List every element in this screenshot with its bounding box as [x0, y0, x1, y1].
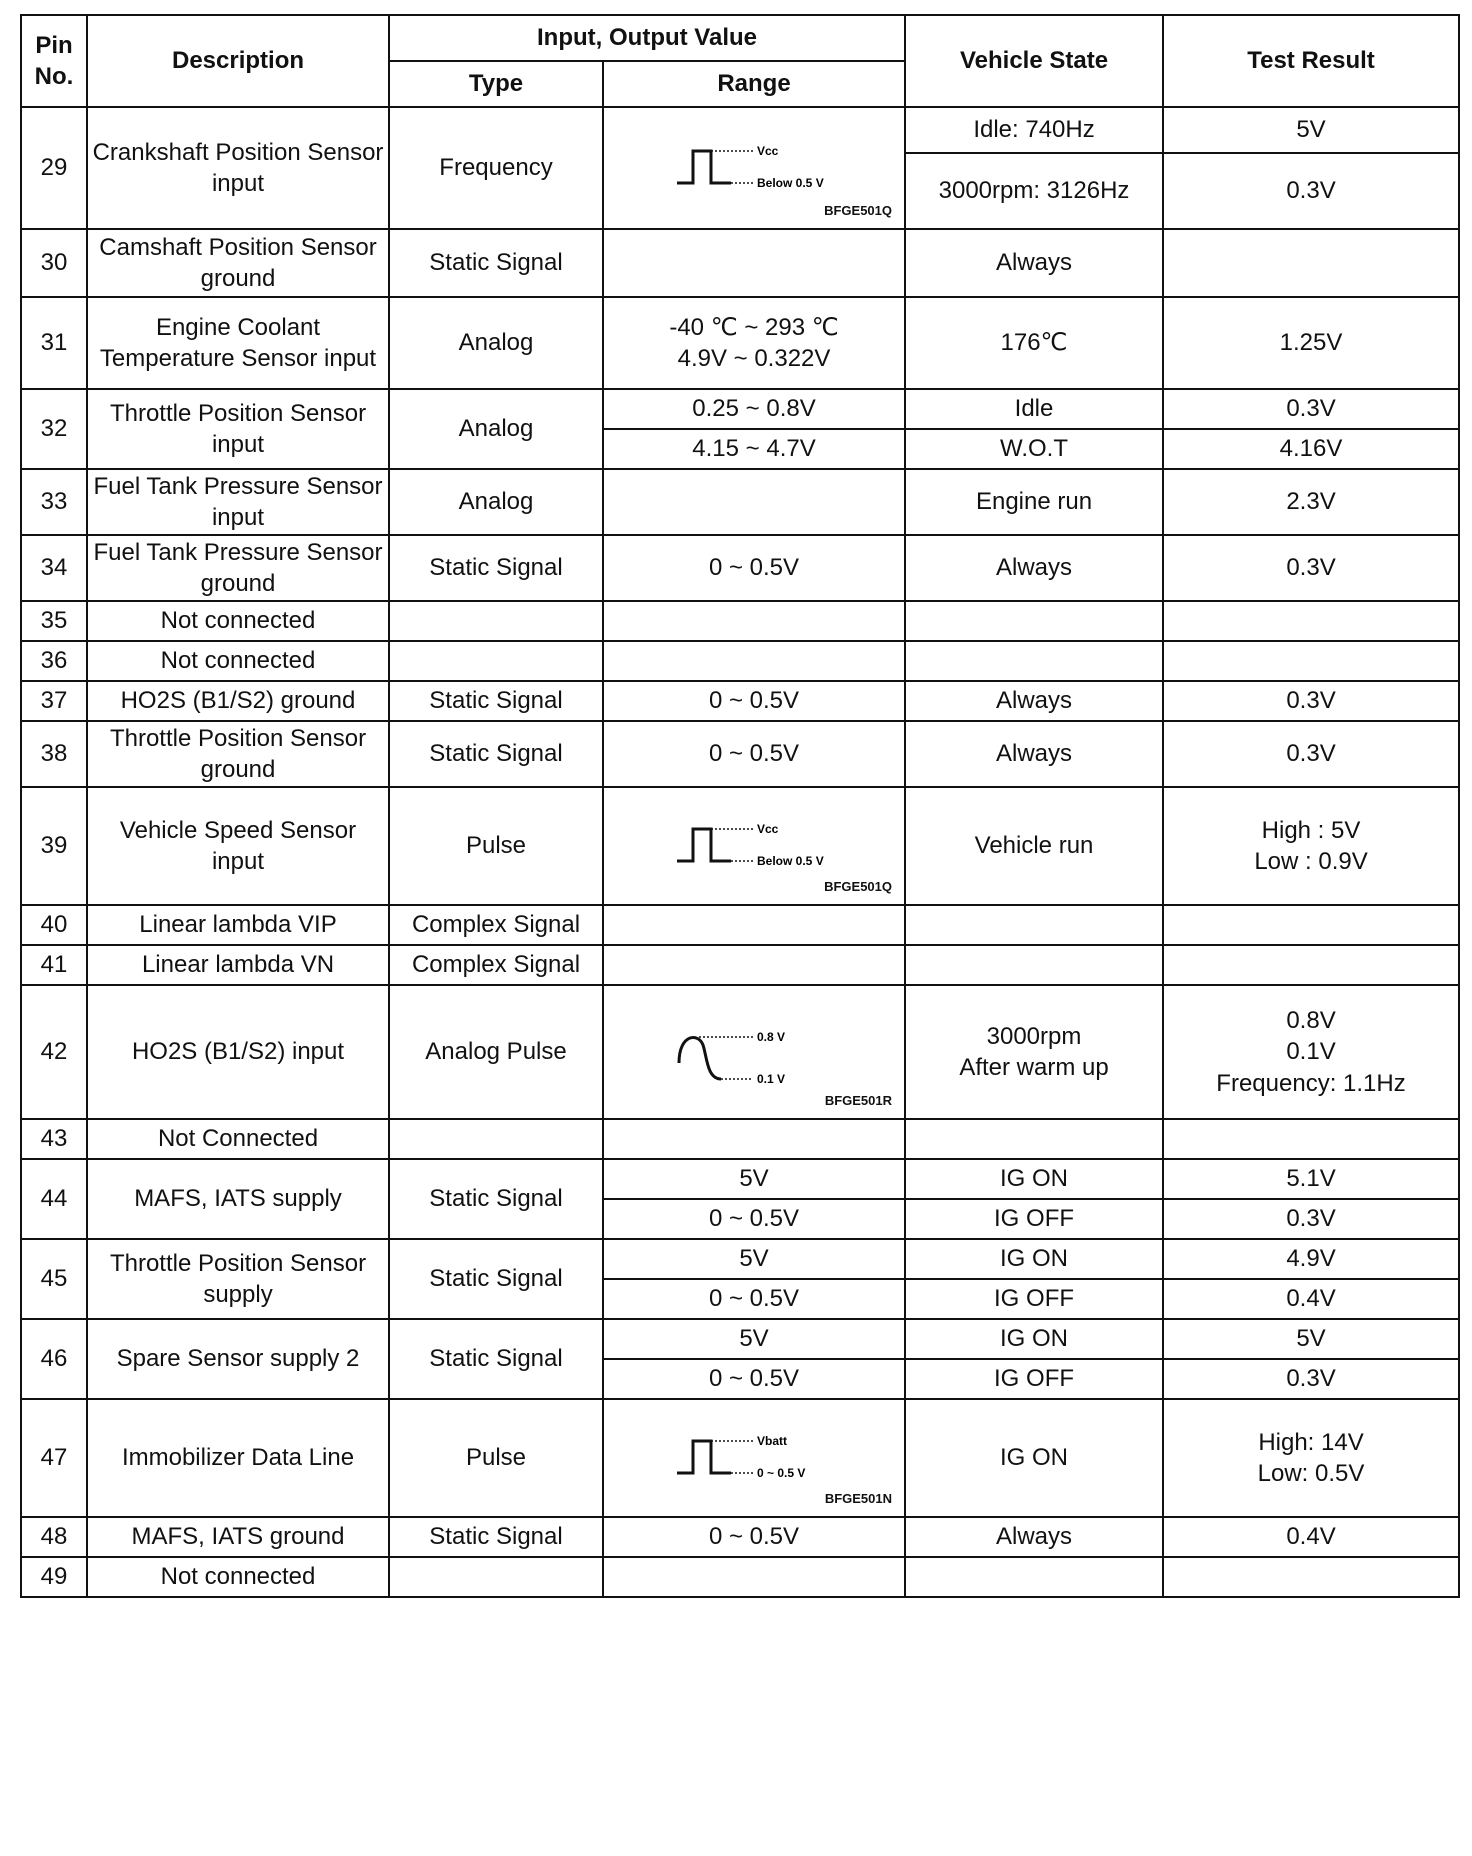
pin-number: 33: [21, 469, 87, 535]
test-result-line: 0.1V: [1286, 1038, 1336, 1066]
vehicle-state: [905, 1119, 1163, 1159]
pin-number: 45: [21, 1239, 87, 1319]
table-row: [21, 787, 1459, 905]
test-result-line: High: 14V: [1258, 1428, 1364, 1456]
waveform-high-label: Vcc: [757, 144, 779, 158]
signal-type: [389, 1119, 603, 1159]
signal-type: [389, 641, 603, 681]
signal-range: 0.25 ~ 0.8V: [603, 389, 905, 429]
square-waveform-icon: [669, 143, 839, 199]
header-test-result: Test Result: [1163, 15, 1459, 107]
waveform-trace: [677, 151, 731, 183]
vehicle-state: [905, 641, 1163, 681]
table-row: [21, 469, 1459, 535]
test-result: [1163, 1399, 1459, 1517]
pin-number: 44: [21, 1159, 87, 1239]
pin-description: Throttle Position Sensor ground: [87, 721, 389, 787]
signal-range: 0 ~ 0.5V: [603, 681, 905, 721]
table-row: [21, 1239, 1459, 1279]
vehicle-state: [905, 905, 1163, 945]
test-result: 0.3V: [1163, 1359, 1459, 1399]
vehicle-state: Always: [905, 229, 1163, 297]
sine-waveform-icon: [669, 1027, 839, 1083]
vehicle-state: Idle: [905, 389, 1163, 429]
pin-description: HO2S (B1/S2) ground: [87, 681, 389, 721]
signal-type: [389, 1557, 603, 1597]
range-waveform-cell: [603, 1399, 905, 1517]
table-row: [21, 905, 1459, 945]
signal-type: Analog: [389, 469, 603, 535]
signal-range: 5V: [603, 1159, 905, 1199]
signal-range: 0 ~ 0.5V: [603, 1359, 905, 1399]
figure-code: BFGE501Q: [824, 879, 893, 895]
signal-range: 0 ~ 0.5V: [603, 1199, 905, 1239]
vehicle-state: [905, 945, 1163, 985]
vehicle-state: Always: [905, 535, 1163, 601]
pin-description: Linear lambda VN: [87, 945, 389, 985]
table-row: [21, 1159, 1459, 1199]
test-result-line: Frequency: 1.1Hz: [1216, 1069, 1406, 1097]
vehicle-state: IG ON: [905, 1159, 1163, 1199]
table-row: [21, 229, 1459, 297]
vehicle-state: IG ON: [905, 1399, 1163, 1517]
signal-range: [603, 905, 905, 945]
pin-description: Not connected: [87, 641, 389, 681]
table-body: [21, 107, 1459, 1597]
header-pin-no: Pin No.: [21, 15, 87, 107]
waveform-trace: [679, 1038, 721, 1079]
pin-description: Not connected: [87, 1557, 389, 1597]
test-result: 1.25V: [1163, 297, 1459, 389]
pin-number: 48: [21, 1517, 87, 1557]
pin-description: Camshaft Position Sensor ground: [87, 229, 389, 297]
signal-range: 0 ~ 0.5V: [603, 1279, 905, 1319]
test-result: [1163, 787, 1459, 905]
pin-description: MAFS, IATS ground: [87, 1517, 389, 1557]
table-row: [21, 1319, 1459, 1359]
pin-number: 42: [21, 985, 87, 1119]
pin-number: 32: [21, 389, 87, 469]
table-row: [21, 297, 1459, 389]
pin-table: [20, 14, 1460, 1598]
signal-type: Pulse: [389, 1399, 603, 1517]
pin-description: Engine Coolant Temperature Sensor input: [87, 297, 389, 389]
signal-type: Complex Signal: [389, 905, 603, 945]
pin-number: 30: [21, 229, 87, 297]
header-io-value: Input, Output Value: [389, 15, 905, 61]
test-result: [1163, 641, 1459, 681]
test-result: 0.4V: [1163, 1279, 1459, 1319]
pin-description: Crankshaft Position Sensor input: [87, 107, 389, 229]
signal-type: Static Signal: [389, 535, 603, 601]
pin-number: 34: [21, 535, 87, 601]
test-result: 0.3V: [1163, 535, 1459, 601]
pin-number: 29: [21, 107, 87, 229]
pin-number: 46: [21, 1319, 87, 1399]
test-result: 5V: [1163, 1319, 1459, 1359]
header-type: Type: [389, 61, 603, 107]
test-result-line: Low: 0.5V: [1257, 1460, 1365, 1487]
signal-type: Analog Pulse: [389, 985, 603, 1119]
test-result: 0.3V: [1163, 389, 1459, 429]
vehicle-state-line: After warm up: [959, 1054, 1109, 1081]
range-waveform-cell: [603, 985, 905, 1119]
table-row: [21, 1517, 1459, 1557]
figure-code: BFGE501Q: [824, 203, 893, 219]
pin-description: Spare Sensor supply 2: [87, 1319, 389, 1399]
header-description: Description: [87, 15, 389, 107]
signal-range: 0 ~ 0.5V: [603, 1517, 905, 1557]
pin-description: Fuel Tank Pressure Sensor input: [87, 469, 389, 535]
signal-type: Frequency: [389, 107, 603, 229]
signal-type: Analog: [389, 297, 603, 389]
vehicle-state: W.O.T: [905, 429, 1163, 469]
signal-type: Static Signal: [389, 229, 603, 297]
vehicle-state: [905, 601, 1163, 641]
waveform-high-label: Vbatt: [757, 1434, 787, 1448]
table-row: [21, 641, 1459, 681]
table-row: [21, 1399, 1459, 1517]
signal-range: [603, 641, 905, 681]
table-row: [21, 535, 1459, 601]
waveform-high-label: 0.8 V: [757, 1030, 786, 1044]
signal-range: 0 ~ 0.5V: [603, 535, 905, 601]
signal-type: Analog: [389, 389, 603, 469]
vehicle-state: Always: [905, 681, 1163, 721]
vehicle-state: Idle: 740Hz: [905, 107, 1163, 153]
test-result: 5V: [1163, 107, 1459, 153]
vehicle-state-line: 3000rpm: [986, 1022, 1082, 1050]
test-result: 2.3V: [1163, 469, 1459, 535]
pin-number: 35: [21, 601, 87, 641]
test-result: [1163, 601, 1459, 641]
pin-description: HO2S (B1/S2) input: [87, 985, 389, 1119]
test-result: 0.4V: [1163, 1517, 1459, 1557]
pin-description: Not connected: [87, 601, 389, 641]
signal-type: Pulse: [389, 787, 603, 905]
test-result: [1163, 905, 1459, 945]
table-row: [21, 107, 1459, 153]
pin-description: Vehicle Speed Sensor input: [87, 787, 389, 905]
pin-number: 43: [21, 1119, 87, 1159]
vehicle-state: Engine run: [905, 469, 1163, 535]
waveform-high-label: Vcc: [757, 822, 779, 836]
signal-type: Static Signal: [389, 1319, 603, 1399]
test-result: 0.3V: [1163, 721, 1459, 787]
pin-description: MAFS, IATS supply: [87, 1159, 389, 1239]
test-result: [1163, 1557, 1459, 1597]
signal-type: Static Signal: [389, 1159, 603, 1239]
vehicle-state: Always: [905, 721, 1163, 787]
square-waveform-icon: [669, 821, 839, 877]
test-result: 0.3V: [1163, 681, 1459, 721]
waveform-trace: [677, 829, 731, 861]
test-result-line: High : 5V: [1261, 816, 1361, 844]
vehicle-state: [905, 1557, 1163, 1597]
signal-range: [603, 945, 905, 985]
signal-range-line: -40 ℃ ~ 293 ℃: [669, 313, 839, 341]
test-result: [1163, 945, 1459, 985]
pin-number: 40: [21, 905, 87, 945]
signal-range: [603, 297, 905, 389]
pin-number: 36: [21, 641, 87, 681]
range-waveform-cell: [603, 107, 905, 229]
vehicle-state: IG ON: [905, 1239, 1163, 1279]
waveform-low-label: 0 ~ 0.5 V: [757, 1466, 806, 1480]
signal-type: Static Signal: [389, 681, 603, 721]
pin-description: Fuel Tank Pressure Sensor ground: [87, 535, 389, 601]
figure-code: BFGE501R: [824, 1093, 893, 1109]
pin-description: Linear lambda VIP: [87, 905, 389, 945]
pin-number: 37: [21, 681, 87, 721]
pin-number: 49: [21, 1557, 87, 1597]
test-result: 4.16V: [1163, 429, 1459, 469]
square-waveform-icon: [669, 1433, 839, 1489]
pin-number: 47: [21, 1399, 87, 1517]
signal-type: [389, 601, 603, 641]
test-result: [1163, 985, 1459, 1119]
signal-range: 4.15 ~ 4.7V: [603, 429, 905, 469]
waveform-low-label: Below 0.5 V: [757, 176, 824, 190]
pin-description: Immobilizer Data Line: [87, 1399, 389, 1517]
vehicle-state: Always: [905, 1517, 1163, 1557]
pin-number: 38: [21, 721, 87, 787]
test-result: [1163, 1119, 1459, 1159]
signal-range: [603, 469, 905, 535]
header-range: Range: [603, 61, 905, 107]
table-row: [21, 389, 1459, 429]
signal-range: 5V: [603, 1239, 905, 1279]
signal-range-line: 4.9V ~ 0.322V: [677, 345, 831, 372]
signal-range: [603, 601, 905, 641]
signal-type: Static Signal: [389, 1239, 603, 1319]
table-row: [21, 1119, 1459, 1159]
range-waveform-cell: [603, 787, 905, 905]
signal-type: Static Signal: [389, 721, 603, 787]
pin-number: 41: [21, 945, 87, 985]
pin-description: Throttle Position Sensor input: [87, 389, 389, 469]
vehicle-state: IG ON: [905, 1319, 1163, 1359]
waveform-trace: [677, 1441, 731, 1473]
test-result: 4.9V: [1163, 1239, 1459, 1279]
waveform-low-label: 0.1 V: [757, 1072, 786, 1083]
signal-range: 5V: [603, 1319, 905, 1359]
vehicle-state: IG OFF: [905, 1279, 1163, 1319]
table-row: [21, 985, 1459, 1119]
pin-number: 31: [21, 297, 87, 389]
test-result: 0.3V: [1163, 1199, 1459, 1239]
vehicle-state: 3000rpm: 3126Hz: [905, 153, 1163, 229]
vehicle-state: Vehicle run: [905, 787, 1163, 905]
header-vehicle-state: Vehicle State: [905, 15, 1163, 107]
pin-description: Throttle Position Sensor supply: [87, 1239, 389, 1319]
vehicle-state: 176℃: [905, 297, 1163, 389]
pin-number: 39: [21, 787, 87, 905]
vehicle-state: IG OFF: [905, 1199, 1163, 1239]
signal-range: [603, 229, 905, 297]
figure-code: BFGE501N: [824, 1491, 893, 1507]
test-result-line: Low : 0.9V: [1254, 848, 1368, 875]
table-row: [21, 681, 1459, 721]
waveform-low-label: Below 0.5 V: [757, 854, 824, 868]
test-result: [1163, 229, 1459, 297]
pin-description: Not Connected: [87, 1119, 389, 1159]
vehicle-state: [905, 985, 1163, 1119]
table-row: [21, 945, 1459, 985]
test-result-line: 0.8V: [1286, 1007, 1336, 1035]
test-result: 0.3V: [1163, 153, 1459, 229]
table-row: [21, 1557, 1459, 1597]
signal-type: Static Signal: [389, 1517, 603, 1557]
signal-range: 0 ~ 0.5V: [603, 721, 905, 787]
vehicle-state: IG OFF: [905, 1359, 1163, 1399]
signal-type: Complex Signal: [389, 945, 603, 985]
signal-range: [603, 1119, 905, 1159]
test-result: 5.1V: [1163, 1159, 1459, 1199]
signal-range: [603, 1557, 905, 1597]
table-row: [21, 601, 1459, 641]
table-row: [21, 721, 1459, 787]
